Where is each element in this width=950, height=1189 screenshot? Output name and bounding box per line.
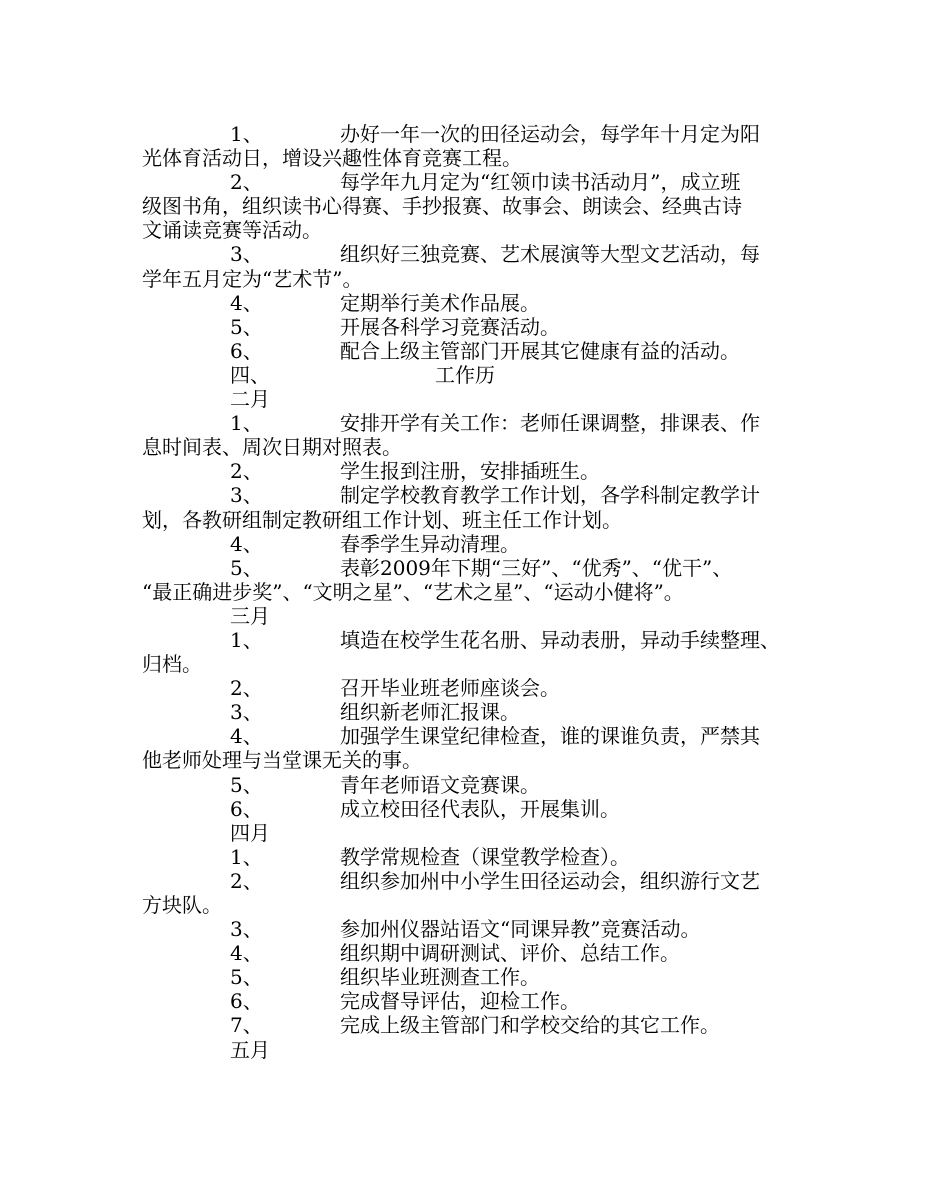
continuation-line: 方块队。	[142, 893, 222, 917]
numbered-item	[142, 941, 822, 965]
item-number: 5、	[230, 314, 263, 339]
numbered-item	[142, 773, 822, 797]
item-number: 6、	[230, 796, 263, 821]
item-text: 学生报到注册，安排插班生。	[340, 459, 600, 484]
item-number: 6、	[230, 338, 263, 363]
numbered-item	[142, 411, 822, 435]
item-number: 四、	[230, 362, 270, 387]
numbered-item	[142, 628, 822, 652]
item-text: 填造在校学生花名册、异动表册，异动手续整理、	[340, 627, 780, 652]
numbered-item	[142, 917, 822, 941]
numbered-item	[142, 242, 822, 266]
item-text: 加强学生课堂纪律检查，谁的课谁负责，严禁其	[340, 724, 760, 749]
item-text: 配合上级主管部门开展其它健康有益的活动。	[340, 338, 740, 363]
item-number: 4、	[230, 941, 263, 966]
month-heading: 三月	[230, 603, 270, 628]
item-text: 表彰2009年下期“三好”、“优秀”、“优干”、	[340, 555, 733, 580]
item-number: 2、	[230, 170, 263, 195]
numbered-item	[142, 170, 822, 194]
numbered-item	[142, 532, 822, 556]
item-text: 青年老师语文竞赛课。	[340, 772, 540, 797]
item-text: 组织期中调研测试、评价、总结工作。	[340, 941, 680, 966]
item-number: 5、	[230, 772, 263, 797]
item-text: 定期举行美术作品展。	[340, 290, 540, 315]
item-number: 6、	[230, 989, 263, 1014]
item-text: 组织毕业班测查工作。	[340, 965, 540, 990]
item-number: 4、	[230, 290, 263, 315]
month-heading: 五月	[230, 1037, 270, 1062]
item-number: 3、	[230, 700, 263, 725]
item-text: 召开毕业班老师座谈会。	[340, 676, 560, 701]
item-number: 1、	[230, 844, 263, 869]
numbered-item	[142, 965, 822, 989]
item-number: 1、	[230, 411, 263, 436]
numbered-item	[142, 122, 822, 146]
item-number: 4、	[230, 531, 263, 556]
numbered-item	[142, 315, 822, 339]
numbered-item	[142, 556, 822, 580]
item-text: 组织好三独竞赛、艺术展演等大型文艺活动，每	[340, 242, 760, 267]
item-number: 1、	[230, 122, 263, 146]
numbered-item	[142, 1013, 822, 1037]
continuation-line: 文诵读竞赛等活动。	[142, 218, 322, 243]
item-text: 教学常规检查（课堂教学检查）。	[340, 844, 630, 869]
numbered-item	[142, 845, 822, 869]
continuation-line: 学年五月定为“艺术节”。	[142, 266, 363, 291]
numbered-item	[142, 676, 822, 700]
item-number: 2、	[230, 459, 263, 484]
item-text: 安排开学有关工作：老师任课调整，排课表、作	[340, 411, 760, 436]
numbered-item	[142, 339, 822, 363]
item-number: 3、	[230, 242, 263, 267]
continuation-line: 划，各教研组制定教研组工作计划、班主任工作计划。	[142, 507, 622, 532]
item-number: 7、	[230, 1013, 263, 1038]
month-heading: 四月	[230, 820, 270, 845]
item-text: 完成督导评估，迎检工作。	[340, 989, 580, 1014]
document-body	[142, 122, 822, 1062]
numbered-item	[142, 797, 822, 821]
continuation-line: 光体育活动日，增设兴趣性体育竞赛工程。	[142, 146, 522, 171]
numbered-item	[142, 869, 822, 893]
item-text: 成立校田径代表队，开展集训。	[340, 796, 620, 821]
numbered-item	[142, 989, 822, 1013]
item-number: 3、	[230, 917, 263, 942]
continuation-line: 他老师处理与当堂课无关的事。	[142, 748, 422, 773]
item-number: 1、	[230, 627, 263, 652]
continuation-line: “最正确进步奖”、“文明之星”、“艺术之星”、“运动小健将”。	[142, 579, 684, 604]
numbered-item	[142, 700, 822, 724]
continuation-line: 息时间表、周次日期对照表。	[142, 435, 402, 460]
item-text: 工作历	[435, 362, 495, 387]
item-text: 春季学生异动清理。	[340, 531, 520, 556]
numbered-item	[142, 724, 822, 748]
numbered-item	[142, 483, 822, 507]
item-number: 3、	[230, 483, 263, 508]
item-number: 5、	[230, 965, 263, 990]
item-text: 完成上级主管部门和学校交给的其它工作。	[340, 1013, 720, 1038]
item-text: 组织参加州中小学生田径运动会，组织游行文艺	[340, 868, 760, 893]
section-heading	[142, 363, 822, 387]
item-text: 每学年九月定为“红领巾读书活动月”，成立班	[340, 170, 741, 195]
continuation-line: 归档。	[142, 652, 202, 677]
item-number: 2、	[230, 868, 263, 893]
numbered-item	[142, 291, 822, 315]
numbered-item	[142, 459, 822, 483]
item-text: 制定学校教育教学工作计划，各学科制定教学计	[340, 483, 760, 508]
item-number: 4、	[230, 724, 263, 749]
item-number: 5、	[230, 555, 263, 580]
continuation-line: 级图书角，组织读书心得赛、手抄报赛、故事会、朗读会、经典古诗	[142, 194, 742, 219]
item-text: 办好一年一次的田径运动会，每学年十月定为阳	[340, 122, 760, 146]
item-number: 2、	[230, 676, 263, 701]
item-text: 开展各科学习竞赛活动。	[340, 314, 560, 339]
item-text: 参加州仪器站语文“同课异教”竞赛活动。	[340, 917, 701, 942]
item-text: 组织新老师汇报课。	[340, 700, 520, 725]
month-heading: 二月	[230, 387, 270, 412]
